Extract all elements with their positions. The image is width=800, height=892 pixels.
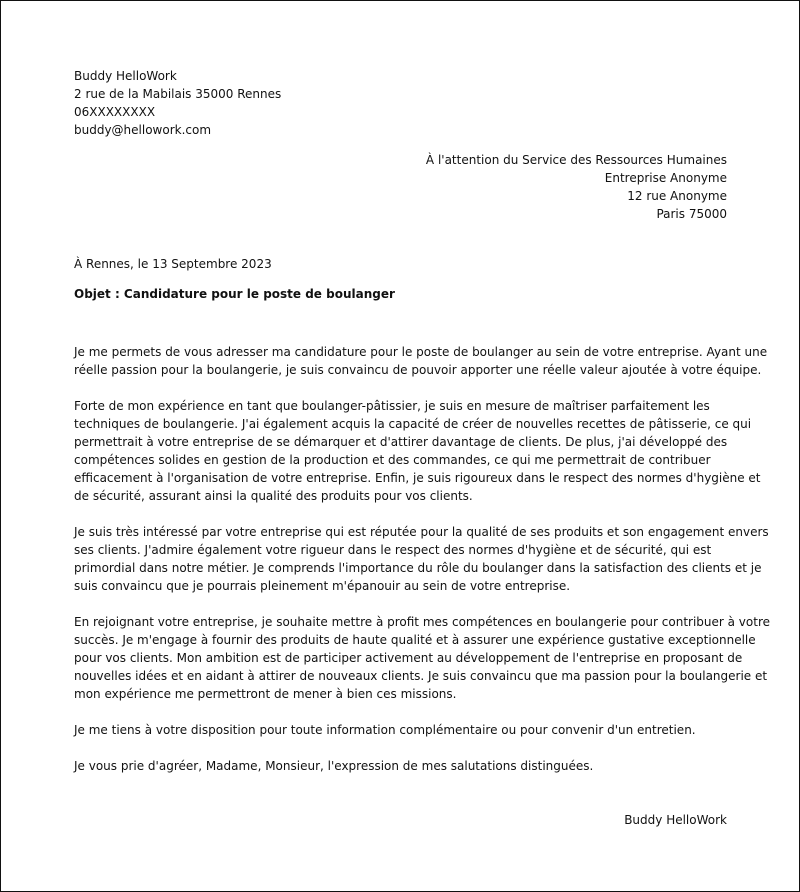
date-line: À Rennes, le 13 Septembre 2023 <box>74 257 272 271</box>
sender-address: 2 rue de la Mabilais 35000 Rennes <box>74 87 282 101</box>
paragraph-line: Je vous prie d'agréer, Madame, Monsieur, l'expression de mes salutations distinguées. <box>74 759 594 773</box>
paragraph-line: nouvelles idées et en aidant à attirer de nouveaux clients. Je suis convaincu que ma passion pour la boulangerie et <box>74 669 768 683</box>
paragraph-line: Je suis très intéressé par votre entreprise qui est réputée pour la qualité de ses produits et son engagement envers <box>74 525 769 539</box>
paragraph-availability <box>74 721 734 739</box>
paragraph-line: succès. Je m'engage à fournir des produits de haute qualité et à assurer une expérience gustative exceptionnelle <box>74 633 756 647</box>
paragraph-line: pour vos clients. Mon ambition est de participer activement au développement de l'entreprise en proposant de <box>74 651 743 665</box>
paragraph-line: Je me permets de vous adresser ma candidature pour le poste de boulanger au sein de votre entreprise. Ayant une <box>74 345 768 359</box>
sender-name: Buddy HelloWork <box>74 69 177 83</box>
recipient-block <box>426 151 727 223</box>
sender-block <box>74 67 281 139</box>
paragraph-line: de sécurité, assurant ainsi la qualité des produits pour vos clients. <box>74 489 473 503</box>
sender-email: buddy@hellowork.com <box>74 123 212 137</box>
paragraph-closing <box>74 757 734 775</box>
sender-phone: 06XXXXXXXX <box>74 105 156 119</box>
paragraph-contribution <box>74 613 771 703</box>
paragraph-line: permettrait à votre entreprise de se démarquer et d'attirer davantage de clients. De plus, j'ai développé des <box>74 435 728 449</box>
paragraph-line: primordial dans notre métier. Je comprends l'importance du rôle du boulanger dans la satisfaction des clients et je <box>74 561 762 575</box>
paragraph-line: efficacement à l'organisation de votre entreprise. Enfin, je suis rigoureux dans le respect des normes d'hygiène et <box>74 471 761 485</box>
paragraph-line: Je me tiens à votre disposition pour toute information complémentaire ou pour convenir d'un entretien. <box>74 723 696 737</box>
recipient-street: 12 rue Anonyme <box>627 189 727 203</box>
signature: Buddy HelloWork <box>624 813 727 827</box>
recipient-attention: À l'attention du Service des Ressources Humaines <box>425 153 727 167</box>
paragraph-line: compétences solides en gestion de la production et des commandes, ce qui me permettrait de contribuer <box>74 453 711 467</box>
subject-line: Objet : Candidature pour le poste de boulanger <box>74 287 395 301</box>
paragraph-motivation <box>74 523 769 595</box>
paragraph-line: techniques de boulangerie. J'ai également acquis la capacité de créer de nouvelles recettes de pâtisserie, ce qui <box>74 417 752 431</box>
paragraph-line: mon expérience me permettront de mener à bien ces missions. <box>74 687 457 701</box>
paragraph-intro <box>74 343 768 379</box>
paragraph-line: suis convaincu que je pourrais pleinement m'épanouir au sein de votre entreprise. <box>74 579 571 593</box>
paragraph-experience <box>74 397 761 505</box>
paragraph-line: ses clients. J'admire également votre rigueur dans le respect des normes d'hygiène et de sécurité, qui est <box>74 543 712 557</box>
paragraph-line: réelle passion pour la boulangerie, je suis convaincu de pouvoir apporter une réelle valeur ajoutée à votre équipe. <box>74 363 762 377</box>
paragraph-line: Forte de mon expérience en tant que boulanger-pâtissier, je suis en mesure de maîtriser parfaitement les <box>74 399 710 413</box>
recipient-city: Paris 75000 <box>656 207 727 221</box>
paragraph-line: En rejoignant votre entreprise, je souhaite mettre à profit mes compétences en boulangerie pour contribuer à votre <box>74 615 771 629</box>
letter-body <box>74 343 771 793</box>
recipient-company: Entreprise Anonyme <box>604 171 727 185</box>
